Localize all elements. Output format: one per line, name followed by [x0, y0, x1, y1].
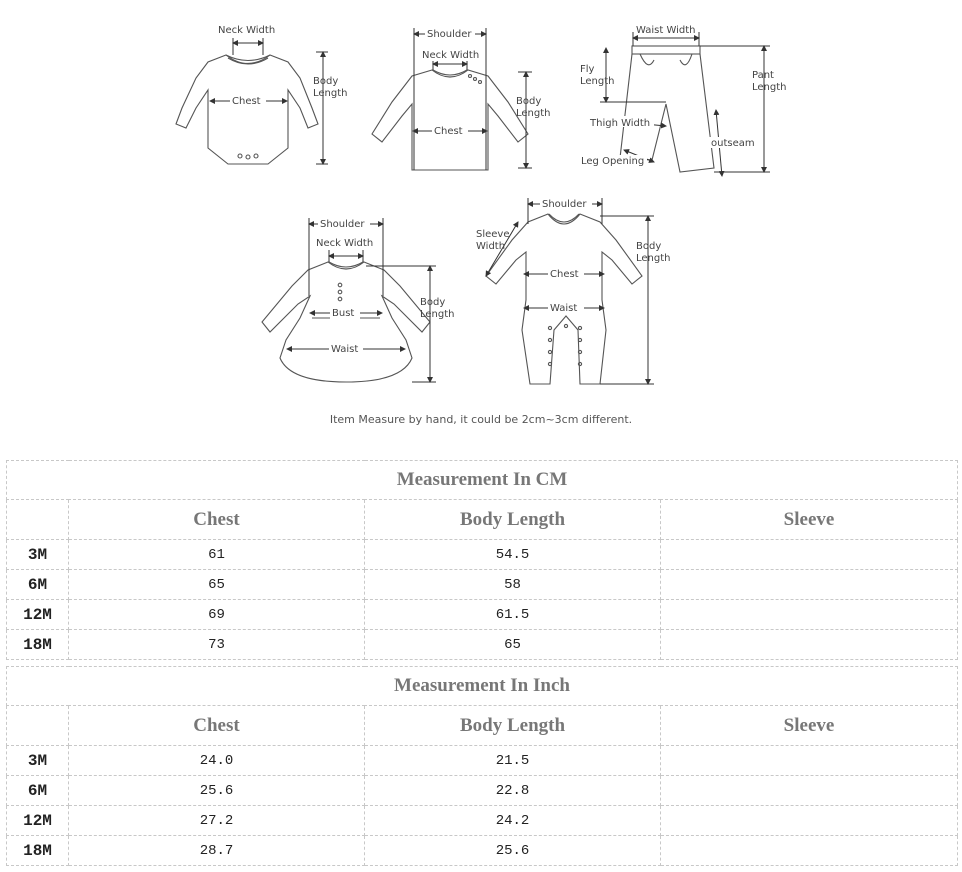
sleeve-cell — [661, 776, 958, 806]
sleeve-cell — [661, 600, 958, 630]
sleeve-cell — [661, 746, 958, 776]
dress-bust-label: Bust — [332, 308, 355, 319]
chest-cell: 25.6 — [69, 776, 365, 806]
measurement-note: Item Measure by hand, it could be 2cm~3cm different. — [329, 413, 633, 426]
column-header-sleeve: Sleeve — [661, 706, 958, 746]
pants-pant-length-label: Pant Length — [752, 70, 787, 93]
table-row — [7, 746, 958, 776]
romper-shoulder-label: Shoulder — [542, 199, 587, 210]
pants-leg-opening-label: Leg Opening — [581, 156, 645, 167]
table-row — [7, 776, 958, 806]
column-header-sleeve: Sleeve — [661, 500, 958, 540]
body-length-cell: 21.5 — [365, 746, 661, 776]
measurement-table-cm — [6, 460, 958, 660]
body-length-cell: 54.5 — [365, 540, 661, 570]
romper-body-length-label: Body Length — [636, 241, 671, 264]
corner-cell — [7, 706, 69, 746]
column-header-body-length: Body Length — [365, 500, 661, 540]
body-length-cell: 58 — [365, 570, 661, 600]
table-title: Measurement In Inch — [7, 667, 958, 706]
top-body-length-label: Body Length — [516, 96, 551, 119]
dress-shoulder-label: Shoulder — [320, 219, 365, 230]
body-length-cell: 24.2 — [365, 806, 661, 836]
sleeve-cell — [661, 836, 958, 866]
dress-body-length-label: Body Length — [420, 297, 455, 320]
romper-sleeve-width-label: Sleeve Width — [476, 229, 510, 252]
size-cell: 3M — [7, 746, 69, 776]
pants-illustration — [579, 24, 787, 176]
romper-chest-label: Chest — [550, 269, 579, 280]
chest-cell: 65 — [69, 570, 365, 600]
bodysuit-neck-width-label: Neck Width — [218, 25, 276, 36]
size-cell: 18M — [7, 630, 69, 660]
romper-illustration — [476, 198, 671, 384]
size-cell: 3M — [7, 540, 69, 570]
column-header-body-length: Body Length — [365, 706, 661, 746]
body-length-cell: 25.6 — [365, 836, 661, 866]
sleeve-cell — [661, 570, 958, 600]
chest-cell: 27.2 — [69, 806, 365, 836]
top-neck-width-label: Neck Width — [422, 50, 480, 61]
dress-illustration — [262, 218, 455, 382]
pants-waist-width-label: Waist Width — [636, 25, 696, 36]
romper-waist-label: Waist — [550, 303, 578, 314]
size-cell: 18M — [7, 836, 69, 866]
body-length-cell: 65 — [365, 630, 661, 660]
size-cell: 6M — [7, 570, 69, 600]
corner-cell — [7, 500, 69, 540]
chest-cell: 73 — [69, 630, 365, 660]
dress-waist-label: Waist — [331, 344, 359, 355]
measurement-table-inch — [6, 666, 958, 866]
pants-outseam-label: outseam — [711, 138, 755, 149]
sleeve-cell — [661, 540, 958, 570]
dress-neck-width-label: Neck Width — [316, 238, 374, 249]
table-row — [7, 540, 958, 570]
top-illustration — [372, 28, 551, 170]
table-row — [7, 806, 958, 836]
table-title: Measurement In CM — [7, 461, 958, 500]
table-row — [7, 630, 958, 660]
table-row — [7, 836, 958, 866]
column-header-chest: Chest — [69, 500, 365, 540]
chest-cell: 28.7 — [69, 836, 365, 866]
bodysuit-body-length-label: Body Length — [313, 76, 348, 99]
body-length-cell: 61.5 — [365, 600, 661, 630]
size-cell: 6M — [7, 776, 69, 806]
column-header-chest: Chest — [69, 706, 365, 746]
chest-cell: 61 — [69, 540, 365, 570]
pants-thigh-width-label: Thigh Width — [590, 118, 651, 129]
table-row — [7, 570, 958, 600]
bodysuit-illustration — [176, 25, 348, 164]
size-cell: 12M — [7, 600, 69, 630]
sleeve-cell — [661, 806, 958, 836]
top-chest-label: Chest — [434, 126, 463, 137]
table-row — [7, 600, 958, 630]
sleeve-cell — [661, 630, 958, 660]
size-cell: 12M — [7, 806, 69, 836]
chest-cell: 69 — [69, 600, 365, 630]
pants-fly-length-label: Fly Length — [580, 64, 615, 87]
body-length-cell: 22.8 — [365, 776, 661, 806]
bodysuit-chest-label: Chest — [232, 96, 261, 107]
chest-cell: 24.0 — [69, 746, 365, 776]
top-shoulder-label: Shoulder — [427, 29, 472, 40]
